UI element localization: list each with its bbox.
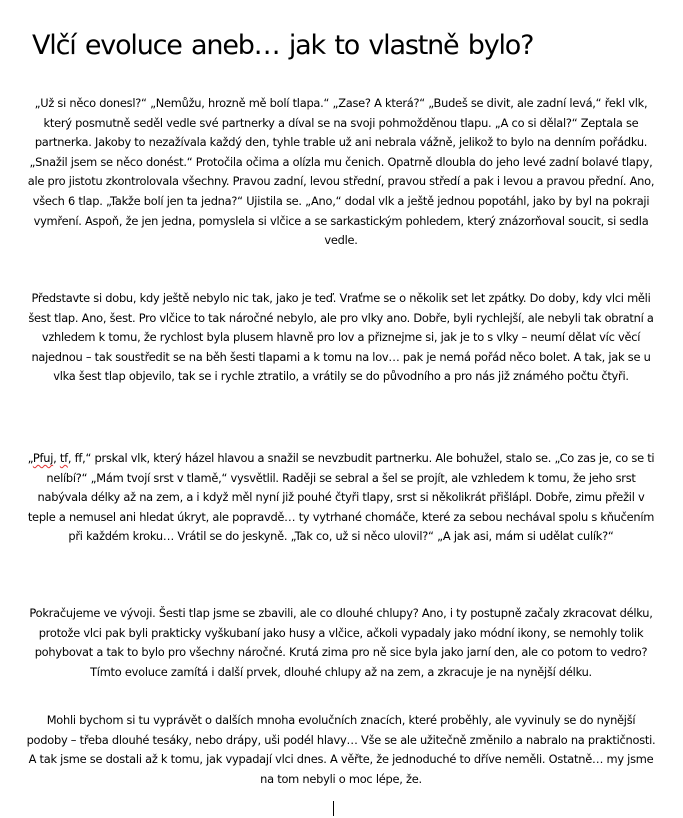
word-separator: ,	[53, 451, 60, 465]
document-title[interactable]: Vlčí evoluce aneb… jak to vlastně bylo?	[32, 30, 534, 61]
paragraph-3[interactable]	[26, 449, 656, 547]
paragraph-5[interactable]: Mohli bychom si tu vyprávět o dalších mnoha evolučních znacích, které proběhly, ale vyvinuly se do nynější podoby – třeba dlouhé tesáky, nebo drápy, uši podél hlavy… Vše se ale užitečně změnilo a nabralo na praktičnosti. A tak jsme se dostali až k tomu, jak vypadají vlci dnes. A věřte, že jednoduché to dříve neměli. Ostatně… my jsme na tom nebyli o moc lépe, že.	[26, 713, 656, 786]
spellcheck-flagged-word[interactable]: tf	[59, 451, 68, 465]
paragraph-2[interactable]: Představte si dobu, kdy ještě nebylo nic tak, jako je teď. Vraťme se o několik set let zpátky. Do doby, kdy vlci měli šest tlap. Ano, šest. Pro vlčice to tak náročné nebylo, ale pro vlky ano. Dobře, byli rychlejší, ale nebyli tak obratní a vzhledem k tomu, že rychlost byla plusem hlavně pro lov a přiznejme si, jak je to s vlky – neumí dělat víc věcí najednou – tak soustředit se na běh šesti tlapami a k tomu na lov… pak je nemá pořád něco bolet. A tak, jak se u vlka šest tlap objevilo, tak se i rychle ztratilo, a vrátily se do původního a pro nás již známého počtu čtyři.	[28, 291, 654, 384]
paragraph-3-rest: , ff,“ prskal vlk, který házel hlavou a snažil se nevzbudit partnerku. Ale bohužel, stalo se. „Co zas je, co se ti nelíbí?“ „Mám tvojí srst v tlamě,“ vysvětlil. Raději se sebral a šel se projít, ale vzhledem k tomu, že jeho srst nabývala délky až na zem, a i když měl nyní již pouhé čtyři tlapy, srst si několikrát přišlápl. Dobře, zimu přežil v teple a nemusel ani hledat úkryt, ale popravdě… ty vytrhané chomáče, které za sebou nechával spolu s kňučením při každém kroku… Vrátil se do jeskyně. „Tak co, už si něco ulovil?“ „A jak asi, mám si udělat culík?“	[27, 451, 655, 544]
paragraph-1[interactable]: „Už si něco donesl?“ „Nemůžu, hrozně mě bolí tlapa.“ „Zase? A která?“ „Budeš se divit, ale zadní levá,“ řekl vlk, který posmutně seděl vedle své partnerky a díval se na svoji pohmožděnou tlapu. „A co si dělal?“ Zeptala se partnerka. Jakoby to nezažívala každý den, tyhle trable už ani nebrala vážně, jelikož to bylo na denním pořádku. „Snažil jsem se něco donést.“ Protočila očima a olízla mu čenich. Opatrně dloubla do jeho levé zadní bolavé tlapy, ale pro jistotu zkontrolovala všechny. Pravou zadní, levou střední, pravou středí a pak i levou a pravou přední. Ano, všech 6 tlap. „Takže bolí jen ta jedna?“ Ujistila se. „Ano,“ dodal vlk a ještě jednou popotáhl, jako by byl na pokraji vymření. Aspoň, že jen jedna, pomyslela si vlčice a se sarkastickým pohledem, který znázorňoval soucit, si sedla vedle.	[27, 96, 655, 248]
paragraph-4[interactable]: Pokračujeme ve vývoji. Šesti tlap jsme se zbavili, ale co dlouhé chlupy? Ano, i ty postupně začaly zkracovat délku, protože vlci pak byli prakticky vyškubaní jako husy a vlčice, ačkoli vypadaly jako módní ikony, se nemohly tolik pohybovat a tak to bylo pro všechny náročné. Krutá zima pro ně sice byla jako jarní den, ale co potom to vedro? Tímto evoluce zamítá i další prvek, dlouhé chlupy až na zem, a zkracuje je na nynější délku.	[29, 606, 653, 679]
open-quote: „	[27, 451, 33, 465]
spellcheck-flagged-word[interactable]: Pfuj	[32, 451, 54, 465]
text-cursor	[333, 801, 334, 816]
